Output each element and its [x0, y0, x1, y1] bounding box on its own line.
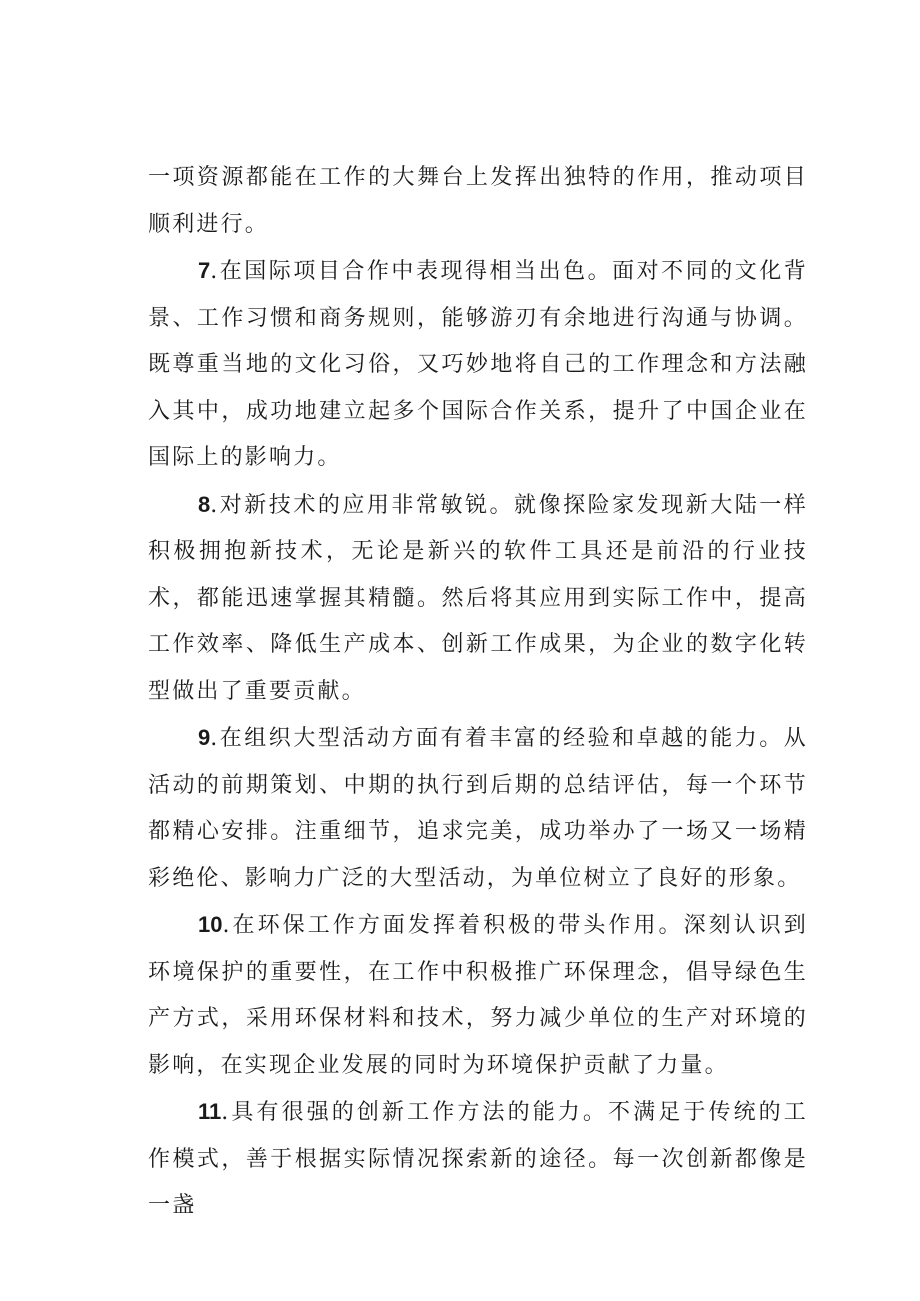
paragraph-11	[148, 1089, 808, 1230]
paragraph-10	[148, 902, 808, 1089]
paragraph-number: 10	[198, 912, 223, 937]
paragraph-text: 一项资源都能在工作的大舞台上发挥出独特的作用，推动项目顺利进行。	[148, 165, 808, 237]
paragraph-text: .在环保工作方面发挥着积极的带头作用。深刻认识到环境保护的重要性，在工作中积极推广环保理念，倡导绿色生产方式，采用环保材料和技术，努力减少单位的生产对环境的影响，在实现企业发展的同时为环境保护贡献了力量。	[148, 913, 808, 1078]
paragraph-number: 8	[198, 491, 211, 517]
paragraph-text: .具有很强的创新工作方法的能力。不满足于传统的工作模式，善于根据实际情况探索新的途径。每一次创新都像是一盏	[148, 1100, 808, 1218]
paragraph-text: .在国际项目合作中表现得相当出色。面对不同的文化背景、工作习惯和商务规则，能够游刃有余地进行沟通与协调。既尊重当地的文化习俗，又巧妙地将自己的工作理念和方法融入其中，成功地建立起多个国际合作关系，提升了中国企业在国际上的影响力。	[148, 259, 808, 470]
paragraph-number: 7	[198, 258, 211, 283]
paragraph-number: 9	[198, 725, 211, 750]
paragraph-8	[148, 482, 808, 716]
paragraph-continued	[148, 155, 808, 248]
paragraph-7	[148, 248, 808, 482]
paragraph-text: .在组织大型活动方面有着丰富的经验和卓越的能力。从活动的前期策划、中期的执行到后期的总结评估，每一个环节都精心安排。注重细节，追求完美，成功举办了一场又一场精彩绝伦、影响力广泛的大型活动，为单位树立了良好的形象。	[148, 726, 808, 891]
body-text	[148, 155, 808, 1230]
paragraph-9	[148, 715, 808, 902]
paragraph-text: .对新技术的应用非常敏锐。就像探险家发现新大陆一样积极拥抱新技术，无论是新兴的软件工具还是前沿的行业技术，都能迅速掌握其精髓。然后将其应用到实际工作中，提高工作效率、降低生产成本、创新工作成果，为企业的数字化转型做出了重要贡献。	[148, 492, 808, 704]
paragraph-number: 11	[198, 1099, 222, 1124]
